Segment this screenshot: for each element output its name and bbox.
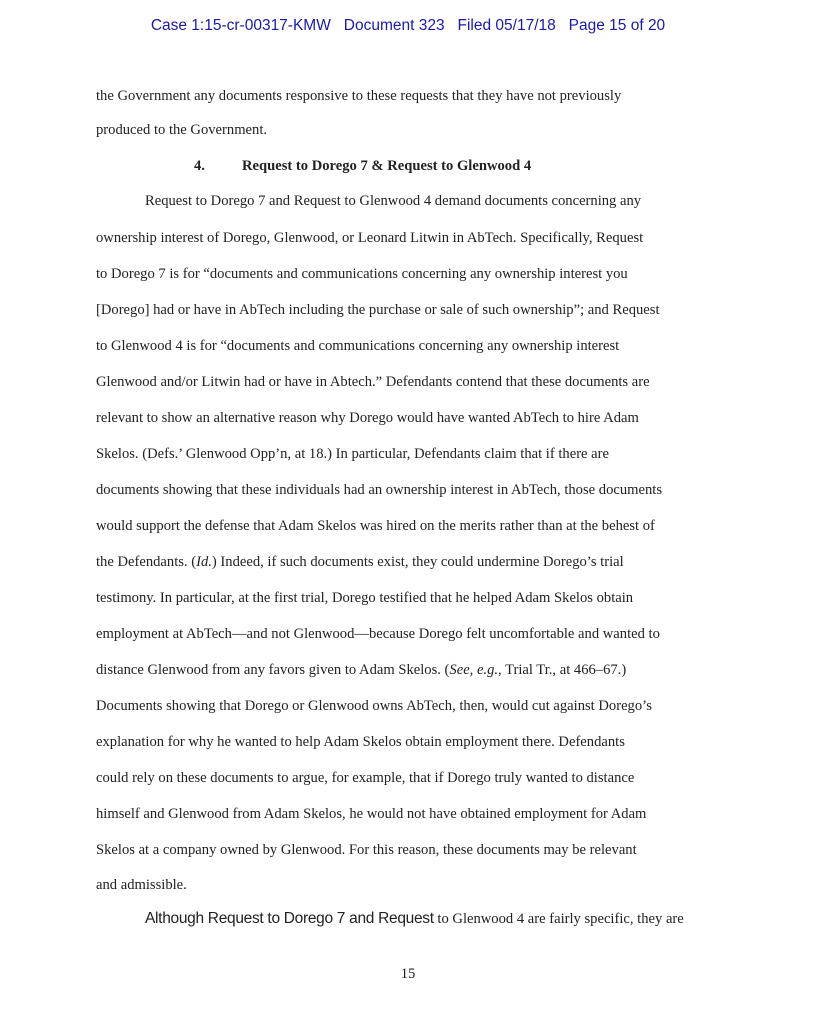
body-line: documents showing that these individuals had an ownership interest in AbTech, those documents [96, 482, 663, 498]
body-line: could rely on these documents to argue, for example, that if Dorego truly wanted to distance [96, 770, 635, 786]
section-number: 4. [194, 158, 205, 174]
case-header: Case 1:15-cr-00317-KMW Document 323 Filed 05/17/18 Page 15 of 20 [150, 17, 666, 34]
text-segment: Although Request to Dorego 7 and Request [145, 910, 434, 927]
page-number: 15 [400, 966, 416, 982]
citation-italic: See, e.g. [449, 662, 499, 678]
body-line: explanation for why he wanted to help Adam Skelos obtain employment there. Defendants [96, 734, 625, 750]
text-segment: to Glenwood 4 are fairly specific, they are [433, 911, 684, 927]
body-line: employment at AbTech—and not Glenwood—because Dorego felt uncomfortable and wanted to [96, 626, 660, 642]
body-line: Request to Dorego 7 and Request to Glenwood 4 demand documents concerning any [145, 193, 642, 209]
body-line: testimony. In particular, at the first trial, Dorego testified that he helped Adam Skelos obtain [96, 590, 634, 606]
body-line [96, 553, 624, 571]
body-line: the Government any documents responsive to these requests that they have not previously [96, 88, 622, 104]
body-line: himself and Glenwood from Adam Skelos, he would not have obtained employment for Adam [96, 806, 647, 822]
text-segment: distance Glenwood from any favors given to Adam Skelos. ( [96, 662, 450, 678]
text-segment: the Defendants. ( [96, 554, 197, 570]
body-line: and admissible. [96, 877, 187, 893]
body-line: Glenwood and/or Litwin had or have in Abtech.” Defendants contend that these documents are [96, 374, 650, 390]
body-line: ownership interest of Dorego, Glenwood, or Leonard Litwin in AbTech. Specifically, Request [96, 230, 644, 246]
body-line: Skelos. (Defs.’ Glenwood Opp’n, at 18.) In particular, Defendants claim that if there are [96, 446, 609, 462]
section-title: Request to Dorego 7 & Request to Glenwood 4 [242, 158, 532, 174]
body-line: Skelos at a company owned by Glenwood. For this reason, these documents may be relevant [96, 842, 637, 858]
body-line: to Dorego 7 is for “documents and communications concerning any ownership interest you [96, 266, 628, 282]
body-line: [Dorego] had or have in AbTech including the purchase or sale of such ownership”; and Request [96, 302, 660, 318]
body-line [145, 910, 684, 928]
body-line: produced to the Government. [96, 122, 268, 138]
body-line: would support the defense that Adam Skelos was hired on the merits rather than at the behest of [96, 518, 655, 534]
body-line: to Glenwood 4 is for “documents and communications concerning any ownership interest [96, 338, 620, 354]
text-segment: , Trial Tr., at 466–67.) [498, 662, 627, 678]
body-line: Documents showing that Dorego or Glenwood owns AbTech, then, would cut against Dorego’s [96, 698, 652, 714]
citation-italic: Id. [196, 554, 212, 570]
text-segment: ) Indeed, if such documents exist, they could undermine Dorego’s trial [211, 554, 624, 570]
body-line [96, 661, 626, 679]
body-line: relevant to show an alternative reason why Dorego would have wanted AbTech to hire Adam [96, 410, 639, 426]
